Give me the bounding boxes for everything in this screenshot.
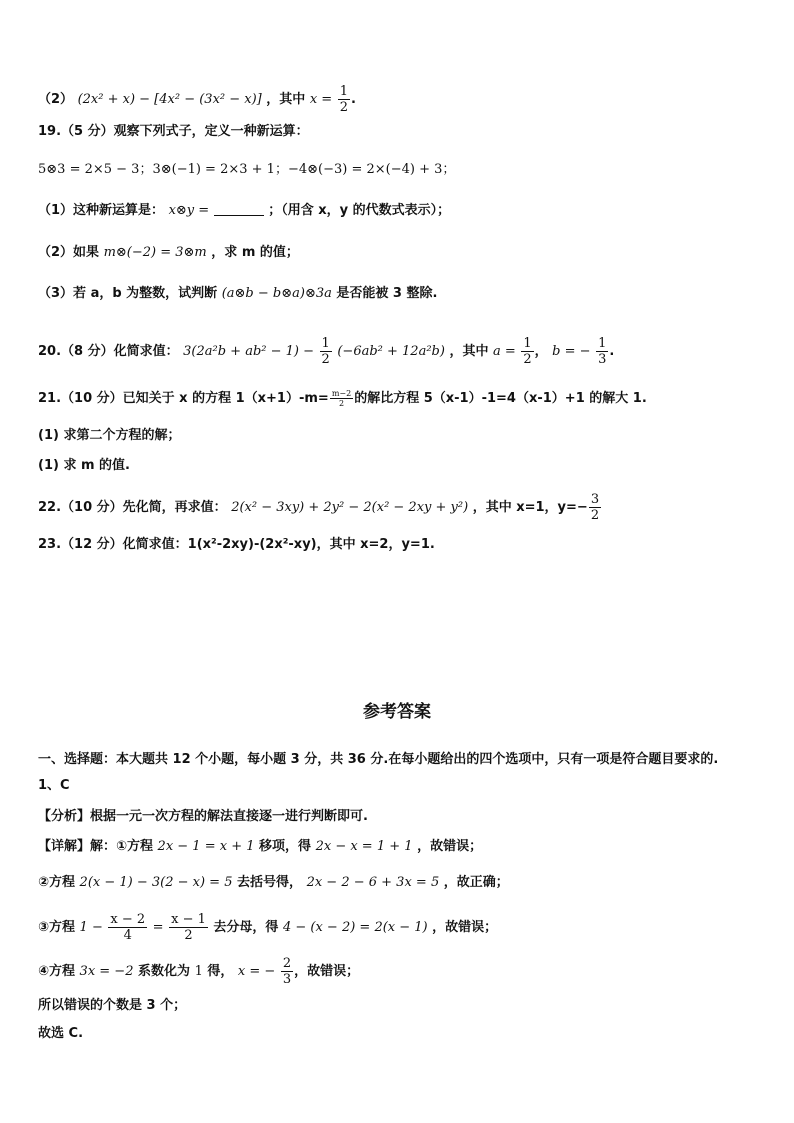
q20-a-value: $\frac{1}{2}$: [523, 336, 532, 367]
q19-examples: 5⊗3 = 2×5 − 3；3⊗(−1) = 2×3 + 1；−4⊗(−3) = 2×(−4) + 3；: [38, 162, 456, 177]
q19-part3: （3）若 a，b 为整数，试判断 (a⊗b − b⊗a)⊗3a 是否能被 3 整除.: [38, 286, 438, 301]
q20-b-value: $\frac{1}{3}$: [598, 336, 607, 367]
q20: 20.（8 分）化简求值： 3(2a²b + ab² − 1) − $\frac{1}{2}$ (−6ab² + 12a²b) ，其中 a = $\frac{1}{2}$ ， b = − $\frac{1}{3}$ .: [38, 336, 615, 367]
q19-part1-expression: x⊗y =: [168, 203, 210, 218]
answer-count: 所以错误的个数是 3 个；: [38, 998, 187, 1013]
q18-part2: （2） (2x² + x) − [4x² − (3x² − x)] ，其中 x = $\frac{1}{2}$ .: [38, 84, 356, 115]
answer-analysis: 【分析】根据一元一次方程的解法直接逐一进行判断即可.: [38, 809, 368, 824]
answer-detail-step2: ②方程 2(x − 1) − 3(2 − x) = 5 去括号得， 2x − 2 − 6 + 3x = 5 ，故正确；: [38, 875, 509, 890]
step3-fraction-right: $\frac{x - 1}{2}$: [171, 912, 206, 943]
q21-heading: 21.（10 分）已知关于 x 的方程 1（x+1）-m=: [38, 391, 329, 406]
q20-heading: 20.（8 分）化简求值：: [38, 344, 179, 359]
answers-section-heading: 一、选择题：本大题共 12 个小题，每小题 3 分，共 36 分.在每小题给出的四个选项中，只有一项是符合题目要求的.: [38, 752, 719, 767]
q19-part1: （1）这种新运算是： x⊗y = ；（用含 x，y 的代数式表示）；: [38, 203, 451, 218]
q22-expression: 2(x² − 3xy) + 2y² − 2(x² − 2xy + y²): [231, 500, 469, 515]
q22: 22.（10 分）先化简，再求值： 2(x² − 3xy) + 2y² − 2(x² − 2xy + y²) ，其中 x=1，y=− $\frac{3}{2}$: [38, 492, 600, 523]
q18-part2-expression: (2x² + x) − [4x² − (3x² − x)]: [77, 92, 262, 107]
answer-blank: [214, 203, 264, 216]
q18-part2-label: （2）: [38, 92, 74, 107]
q19-part2-expression: m⊗(−2) = 3⊗m: [103, 245, 207, 260]
q19-part2: （2）如果 m⊗(−2) = 3⊗m ，求 m 的值；: [38, 245, 299, 260]
q18-part2-var: x =: [309, 92, 333, 107]
q21: 21.（10 分）已知关于 x 的方程 1（x+1）-m= $\frac{m-2}{2}$ 的解比方程 5（x-1）-1=4（x-1）+1 的解大 1.: [38, 389, 647, 408]
q22-y-value: $\frac{3}{2}$: [590, 492, 600, 523]
q21-part2: (1) 求 m 的值.: [38, 458, 130, 473]
answer-detail-step3: ③方程 1 − $\frac{x - 2}{4}$ = $\frac{x - 1}{2}$ 去分母，得 4 − (x − 2) = 2(x − 1) ，故错误；: [38, 912, 498, 943]
q18-part2-fraction: $\frac{1}{2}$: [339, 84, 348, 115]
answers-title: 参考答案: [363, 702, 431, 722]
step4-fraction: $\frac{2}{3}$: [282, 956, 292, 987]
answer-choice: 故选 C.: [38, 1026, 84, 1041]
q19-part3-expression: (a⊗b − b⊗a)⊗3a: [221, 286, 332, 301]
q23: 23.（12 分）化简求值：1(x²-2xy)-(2x²-xy)，其中 x=2，y=1.: [38, 537, 435, 552]
answer-item-1: 1、C: [38, 778, 70, 793]
q21-part1: (1) 求第二个方程的解；: [38, 428, 181, 443]
q19-heading: 19.（5 分）观察下列式子，定义一种新运算：: [38, 124, 309, 139]
answer-detail-step1: 【详解】解：①方程 2x − 1 = x + 1 移项，得 2x − x = 1 + 1 ，故错误；: [38, 839, 483, 854]
q21-fraction: $\frac{m-2}{2}$: [331, 389, 352, 408]
q18-part2-cond: ，其中: [266, 92, 306, 107]
q22-heading: 22.（10 分）先化简，再求值：: [38, 500, 227, 515]
step3-fraction-left: $\frac{x - 2}{4}$: [110, 912, 146, 943]
q20-fraction-half: $\frac{1}{2}$: [321, 336, 330, 367]
answer-detail-step4: ④方程 3x = −2 系数化为 1 得， x = − $\frac{2}{3}$ ，故错误；: [38, 956, 360, 987]
